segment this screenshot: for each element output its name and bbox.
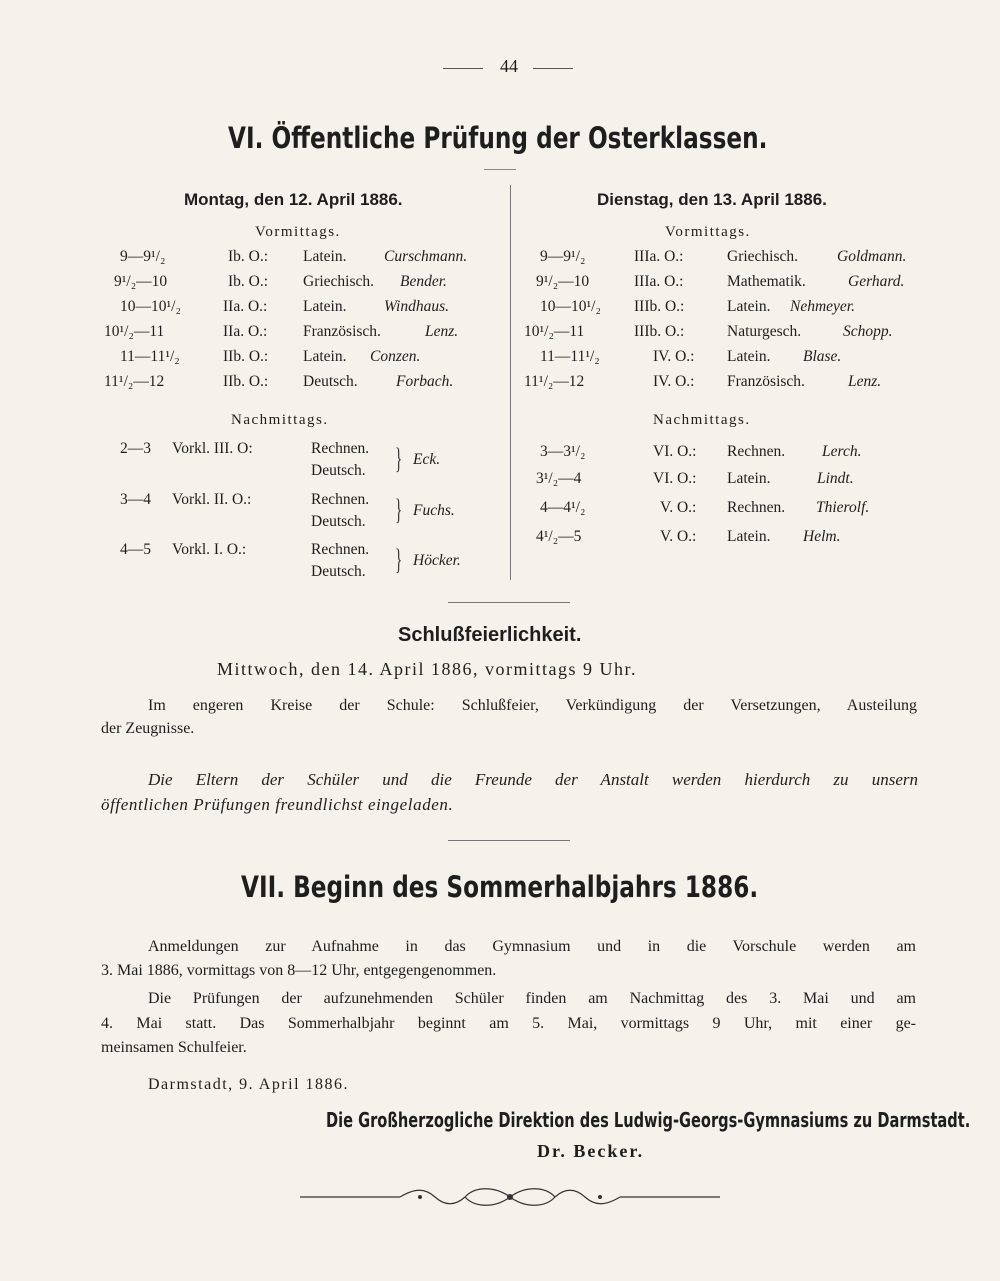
brace-icon: } [395, 543, 403, 576]
closing-text-line: der Zeugnisse. [101, 720, 195, 737]
section7-para1-line: Anmeldungen zur Aufnahme in das Gymnasium und in die Vorschule werden am [148, 938, 916, 955]
section7-title: VII. Beginn des Sommerhalbjahrs 1886. [241, 870, 759, 904]
signature-organization: Die Großherzogliche Direktion des Ludwig-Georgs-Gymnasiums zu Darmstadt. [326, 1108, 971, 1132]
place-date: Darmstadt, 9. April 1886. [148, 1076, 350, 1093]
brace-icon: } [395, 442, 403, 475]
tuesday-afternoon-label: Nachmittags. [653, 412, 751, 428]
tuesday-heading: Dienstag, den 13. April 1886. [597, 190, 827, 209]
section-divider [448, 602, 570, 603]
page-number: 44 [500, 56, 518, 76]
closing-text-line: Im engeren Kreise der Schule: Schlußfeier, Verkündigung der Versetzungen, Austeilung [148, 697, 917, 714]
monday-morning-label: Vormittags. [255, 224, 341, 240]
section7-para2-line: 4. Mai statt. Das Sommerhalbjahr beginnt am 5. Mai, vormittags 9 Uhr, mit einer ge- [101, 1015, 916, 1032]
tuesday-morning-label: Vormittags. [665, 224, 751, 240]
monday-afternoon-label: Nachmittags. [231, 412, 329, 428]
section7-para2-line: meinsamen Schulfeier. [101, 1039, 247, 1056]
closing-date-line: Mittwoch, den 14. April 1886, vormittags 9 Uhr. [217, 659, 637, 679]
column-divider [510, 185, 511, 580]
invitation-line: öffentlichen Prüfungen freundlichst eingeladen. [101, 795, 454, 814]
signature-name: Dr. Becker. [537, 1141, 645, 1161]
page-number-rule-right [533, 68, 573, 69]
ornament-divider-icon [300, 1186, 720, 1208]
brace-icon: } [395, 493, 403, 526]
title-underline [484, 169, 516, 170]
page-number-rule-left [443, 68, 483, 69]
section-divider [448, 840, 570, 841]
section6-title: VI. Öffentliche Prüfung der Osterklassen. [228, 121, 768, 155]
section7-para2-line: Die Prüfungen der aufzunehmenden Schüler finden am Nachmittag des 3. Mai und am [148, 990, 916, 1007]
invitation-line: Die Eltern der Schüler und die Freunde der Anstalt werden hierdurch zu unsern [148, 770, 918, 789]
closing-title: Schlußfeierlichkeit. [398, 624, 582, 646]
monday-heading: Montag, den 12. April 1886. [184, 190, 403, 209]
section7-para1-line: 3. Mai 1886, vormittags von 8—12 Uhr, entgegengenommen. [101, 962, 497, 979]
